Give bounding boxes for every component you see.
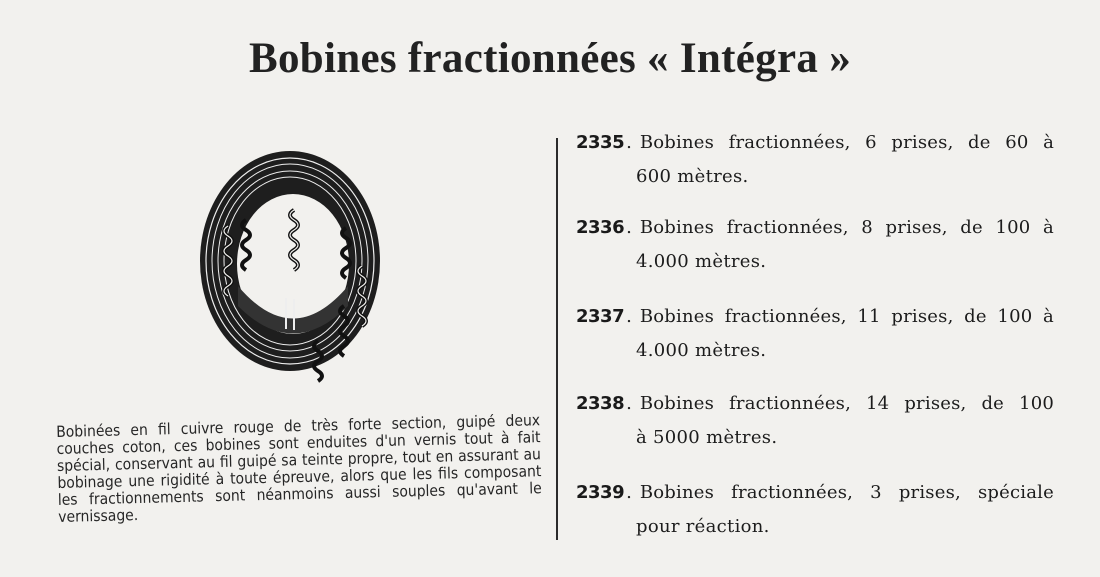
column-divider — [556, 138, 558, 540]
item-description-continued: à 5000 mètres. — [636, 427, 778, 448]
item-description: Bobines fractionnées, 11 prises, de 100 à — [639, 306, 1054, 327]
item-description-continued: pour réaction. — [636, 516, 770, 537]
page-title: Bobines fractionnées « Intégra » — [248, 35, 851, 82]
item-number: 2336 — [576, 217, 625, 238]
catalog-item-2336: 2336 . Bobines fractionnées, 8 prises, de 100 à 4.000 mètres. — [576, 217, 1054, 272]
item-description: Bobines fractionnées, 3 prises, spéciale — [639, 482, 1054, 503]
item-description-continued: 4.000 mètres. — [636, 251, 767, 272]
item-number: 2338 — [576, 393, 625, 414]
item-number: 2339 — [576, 482, 625, 503]
item-description: Bobines fractionnées, 14 prises, de 100 — [639, 393, 1054, 414]
catalog-item-2335: 2335 . Bobines fractionnées, 6 prises, de 60 à 600 mètres. — [576, 132, 1054, 187]
catalog-item-2338: 2338 . Bobines fractionnées, 14 prises, de 100 à 5000 mètres. — [576, 393, 1054, 448]
item-description-continued: 4.000 mètres. — [636, 340, 767, 361]
coil-illustration — [198, 146, 398, 396]
catalog-item-2337: 2337 . Bobines fractionnées, 11 prises, de 100 à 4.000 mètres. — [576, 306, 1054, 361]
item-description: Bobines fractionnées, 8 prises, de 100 à — [639, 217, 1054, 238]
item-description-continued: 600 mètres. — [636, 166, 749, 187]
description-text: Bobinées en fil cuivre rouge de très forte section, guipé deux couches coton, ces bobines sont enduites d'un vernis tout à fait spécial, conservant au fil guipé sa teinte propre, tout en assurant au bobinage une rigidité à toute épreuve, alors que les fils composant les fractionnements sont néanmoins aussi souples qu'avant le vernissage. — [55, 411, 542, 526]
item-number: 2335 — [576, 132, 625, 153]
item-number: 2337 — [576, 306, 625, 327]
item-description: Bobines fractionnées, 6 prises, de 60 à — [639, 132, 1054, 153]
catalog-item-2339: 2339 . Bobines fractionnées, 3 prises, spéciale pour réaction. — [576, 482, 1054, 537]
